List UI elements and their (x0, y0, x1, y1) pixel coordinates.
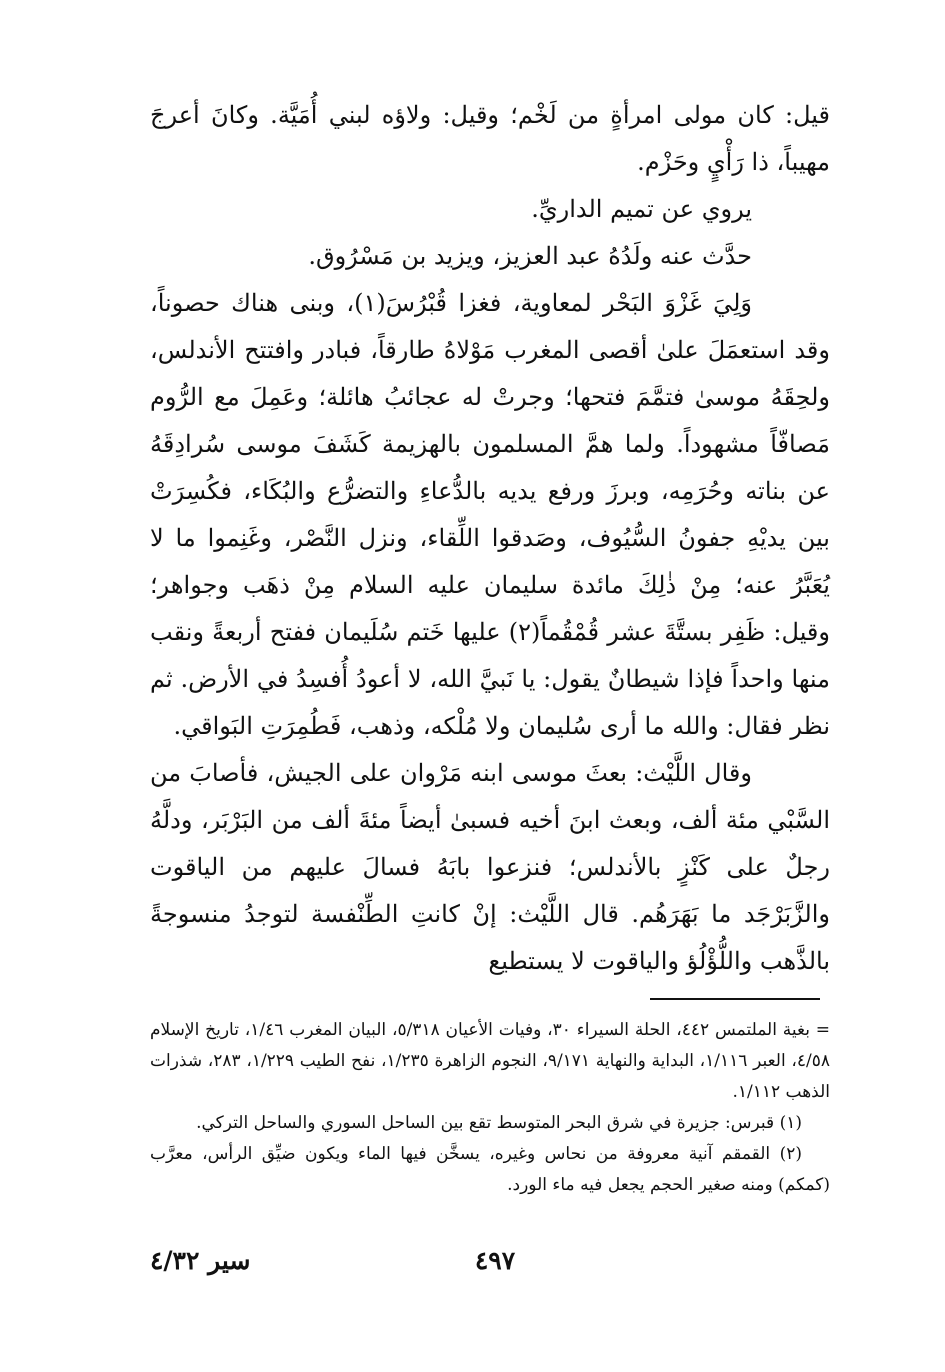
footnote-2: (٢) القمقم آنية معروفة من نحاس وغيره، يسخَّن فيها الماء ويكون ضيِّق الرأس، معرَّب (كمكم) ومنه صغير الحجم يجعل فيه ماء الورد. (150, 1144, 830, 1195)
body-paragraph-1: قيل: كان مولى امرأةٍ من لَخْم؛ وقيل: ولاؤه لبني أُمَيَّة. وكانَ أعرجَ مهيباً، ذا رَأْيٍ وحَزْم. (150, 101, 830, 176)
footnote-sources: = بغية الملتمس ٤٤٢، الحلة السيراء ٣٠، وفيات الأعيان ٥/٣١٨، البيان المغرب ١/٤٦، تاريخ الإسلام ٤/٥٨، العبر ١/١١٦، البداية والنهاية ٩/١٧١، النجوم الزاهرة ١/٢٣٥، نفح الطيب ١/٢٢٩، ٢٨٣، شذرات الذهب ١/١١٢. (150, 1020, 830, 1102)
footnote-1: (١) قبرس: جزيرة في شرق البحر المتوسط تقع بين الساحل السوري والساحل التركي. (196, 1113, 802, 1133)
page-footer (0, 1246, 945, 1286)
body-paragraph-3: حدَّث عنه ولَدُهُ عبد العزيز، ويزيد بن مَسْرُوق. (308, 242, 752, 270)
footnote-separator (650, 998, 820, 1000)
footnotes (150, 1015, 830, 1201)
body-paragraph-5: وقال اللَّيْث: بعثَ موسى ابنه مَرْوان على الجيش، فأصابَ من السَّبْي مئة ألف، وبعث ابنَ أخيه فسبىٰ أيضاً مئةَ ألف من البَرْبَر، ودلَّهُ رجلٌ على كَنْزٍ بالأندلس؛ فنزعوا بابَهُ فسالَ عليهم من الياقوت والزَّبَرْجَد ما بَهَرَهُم. قال اللَّيْث: إنْ كانتِ الطِّنْفسة لتوجدُ منسوجةً بالذَّهب واللُّؤْلُؤ والياقوت لا يستطيع (150, 759, 830, 975)
page-number: ٤٩٧ (474, 1246, 516, 1275)
body-paragraph-2: يروي عن تميم الداريِّ. (531, 195, 752, 223)
main-text (150, 92, 830, 985)
running-reference: سير ٤/٣٢ (150, 1246, 251, 1275)
body-paragraph-4: وَلِيَ غَزْوَ البَحْر لمعاوية، فغزا قُبْرُسَ(١)، وبنى هناك حصوناً، وقد استعمَلَ علىٰ أقصى المغرب مَوْلاهُ طارقاً، فبادر وافتتح الأندلس، ولحِقَهُ موسىٰ فتمَّمَ فتحها؛ وجرتْ له عجائبُ هائلة؛ وعَمِلَ مع الرُّوم مَصافّاً مشهوداً. ولما همَّ المسلمون بالهزيمة كَشَفَ موسى سُرادِقَهُ عن بناته وحُرَمِه، وبرزَ ورفع يديه بالدُّعاءِ والتضرُّع والبُكَاء، فكُسِرَتْ بين يديْهِ جفونُ السُّيُوف، وصَدقوا اللِّقاء، ونزل النَّصْر، وغَنِموا ما لا يُعَبَّرُ عنه؛ مِنْ ذٰلِكَ مائدة سليمان عليه السلام مِنْ ذهَب وجواهر؛ وقيل: ظَفِر بستَّةَ عشر قُمْقُماً(٢) عليها خَتم سُلَيمان ففتح أربعةً ونقب منها واحداً فإذا شيطانٌ يقول: يا نَبيَّ الله، لا أعودُ أُفسِدُ في الأرض. ثم نظر فقال: والله ما أرى سُليمان ولا مُلْكه، وذهب، فَطُمِرَتِ البَواقي. (150, 289, 830, 740)
